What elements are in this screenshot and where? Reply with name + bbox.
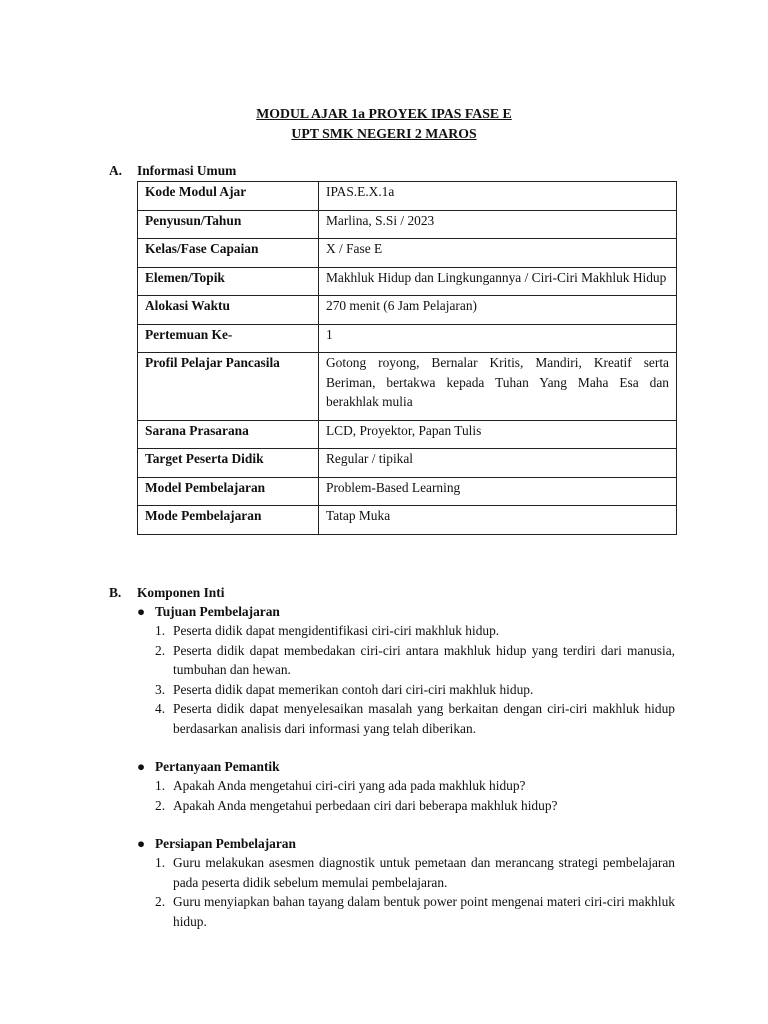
bullet-icon: ● [137,759,146,774]
list-item [155,853,675,892]
section-b-letter: B. [109,585,122,600]
row-key: Alokasi Waktu [138,296,319,325]
item-text: Peserta didik dapat membedakan ciri-ciri antara makhluk hidup yang terdiri dari manusia, tumbuhan dan hewan. [173,642,675,677]
row-key: Mode Pembelajaran [138,506,319,535]
row-key: Pertemuan Ke- [138,324,319,353]
row-key: Sarana Prasarana [138,420,319,449]
row-value: LCD, Proyektor, Papan Tulis [319,420,677,449]
table-row [138,239,677,268]
document-title-line-1: MODUL AJAR 1a PROYEK IPAS FASE E [256,106,512,121]
list-item [155,680,675,700]
table-row [138,210,677,239]
section-a-heading [109,161,236,181]
item-number: 1. [155,855,166,870]
info-table [137,181,677,535]
list-item [155,776,675,796]
table-row [138,353,677,421]
table-row [138,267,677,296]
row-key: Profil Pelajar Pancasila [138,353,319,421]
list-item [155,892,675,931]
item-number: 2. [155,642,166,658]
row-key: Target Peserta Didik [138,449,319,478]
table-row [138,449,677,478]
row-key: Kelas/Fase Capaian [138,239,319,268]
item-text: Guru melakukan asesmen diagnostik untuk pemetaan dan merancang strategi pembelajaran pada peserta didik sebelum memulai pembelajaran. [173,855,675,890]
section-a-title: Informasi Umum [137,163,237,178]
tujuan-heading [137,602,280,622]
pertanyaan-list [155,776,675,815]
table-row [138,324,677,353]
item-number: 1. [155,778,166,793]
item-number: 2. [155,894,166,909]
row-value: 270 menit (6 Jam Pelajaran) [319,296,677,325]
item-text: Peserta didik dapat mengidentifikasi ciri-ciri makhluk hidup. [173,623,500,638]
row-value: IPAS.E.X.1a [319,182,677,211]
item-number: 3. [155,681,166,697]
list-item [155,641,675,680]
row-key: Model Pembelajaran [138,477,319,506]
row-value: Problem-Based Learning [319,477,677,506]
document-title-line-2: UPT SMK NEGERI 2 MAROS [291,126,477,141]
row-value: 1 [319,324,677,353]
bullet-icon: ● [137,836,146,851]
item-number: 1. [155,623,166,638]
table-row [138,420,677,449]
pertanyaan-heading [137,757,280,777]
item-text: Peserta didik dapat menyelesaikan masalah yang berkaitan dengan ciri-ciri makhluk hidup berdasarkan analisis dari informasi yang telah diberikan. [173,701,675,736]
item-number: 2. [155,797,166,813]
tujuan-title: Tujuan Pembelajaran [155,604,280,619]
row-value: Marlina, S.Si / 2023 [319,210,677,239]
table-row [138,477,677,506]
row-value: X / Fase E [319,239,677,268]
list-item [155,699,675,738]
row-value: Gotong royong, Bernalar Kritis, Mandiri, Kreatif serta Beriman, bertakwa kepada Tuhan Yang Maha Esa dan berakhlak mulia [319,353,677,421]
section-a-letter: A. [109,163,123,178]
item-text: Guru menyiapkan bahan tayang dalam bentuk power point mengenai materi ciri-ciri makhluk hidup. [173,894,675,929]
table-row [138,296,677,325]
persiapan-heading [137,834,296,854]
row-key: Kode Modul Ajar [138,182,319,211]
row-key: Penyusun/Tahun [138,210,319,239]
item-text: Apakah Anda mengetahui perbedaan ciri dari beberapa makhluk hidup? [173,797,558,813]
item-number: 4. [155,701,166,716]
list-item [155,796,675,816]
section-b-title: Komponen Inti [137,585,225,600]
persiapan-list [155,853,675,931]
item-text: Apakah Anda mengetahui ciri-ciri yang ada pada makhluk hidup? [173,778,526,793]
list-item [155,621,675,641]
item-text: Peserta didik dapat memerikan contoh dari ciri-ciri makhluk hidup. [173,681,534,697]
persiapan-title: Persiapan Pembelajaran [155,836,296,851]
tujuan-list [155,621,675,738]
row-value: Tatap Muka [319,506,677,535]
row-key: Elemen/Topik [138,267,319,296]
pertanyaan-title: Pertanyaan Pemantik [155,759,280,774]
table-row [138,506,677,535]
section-b-heading [109,583,224,603]
bullet-icon: ● [137,604,146,619]
row-value: Regular / tipikal [319,449,677,478]
row-value: Makhluk Hidup dan Lingkungannya / Ciri-Ciri Makhluk Hidup [319,267,677,296]
table-row [138,182,677,211]
